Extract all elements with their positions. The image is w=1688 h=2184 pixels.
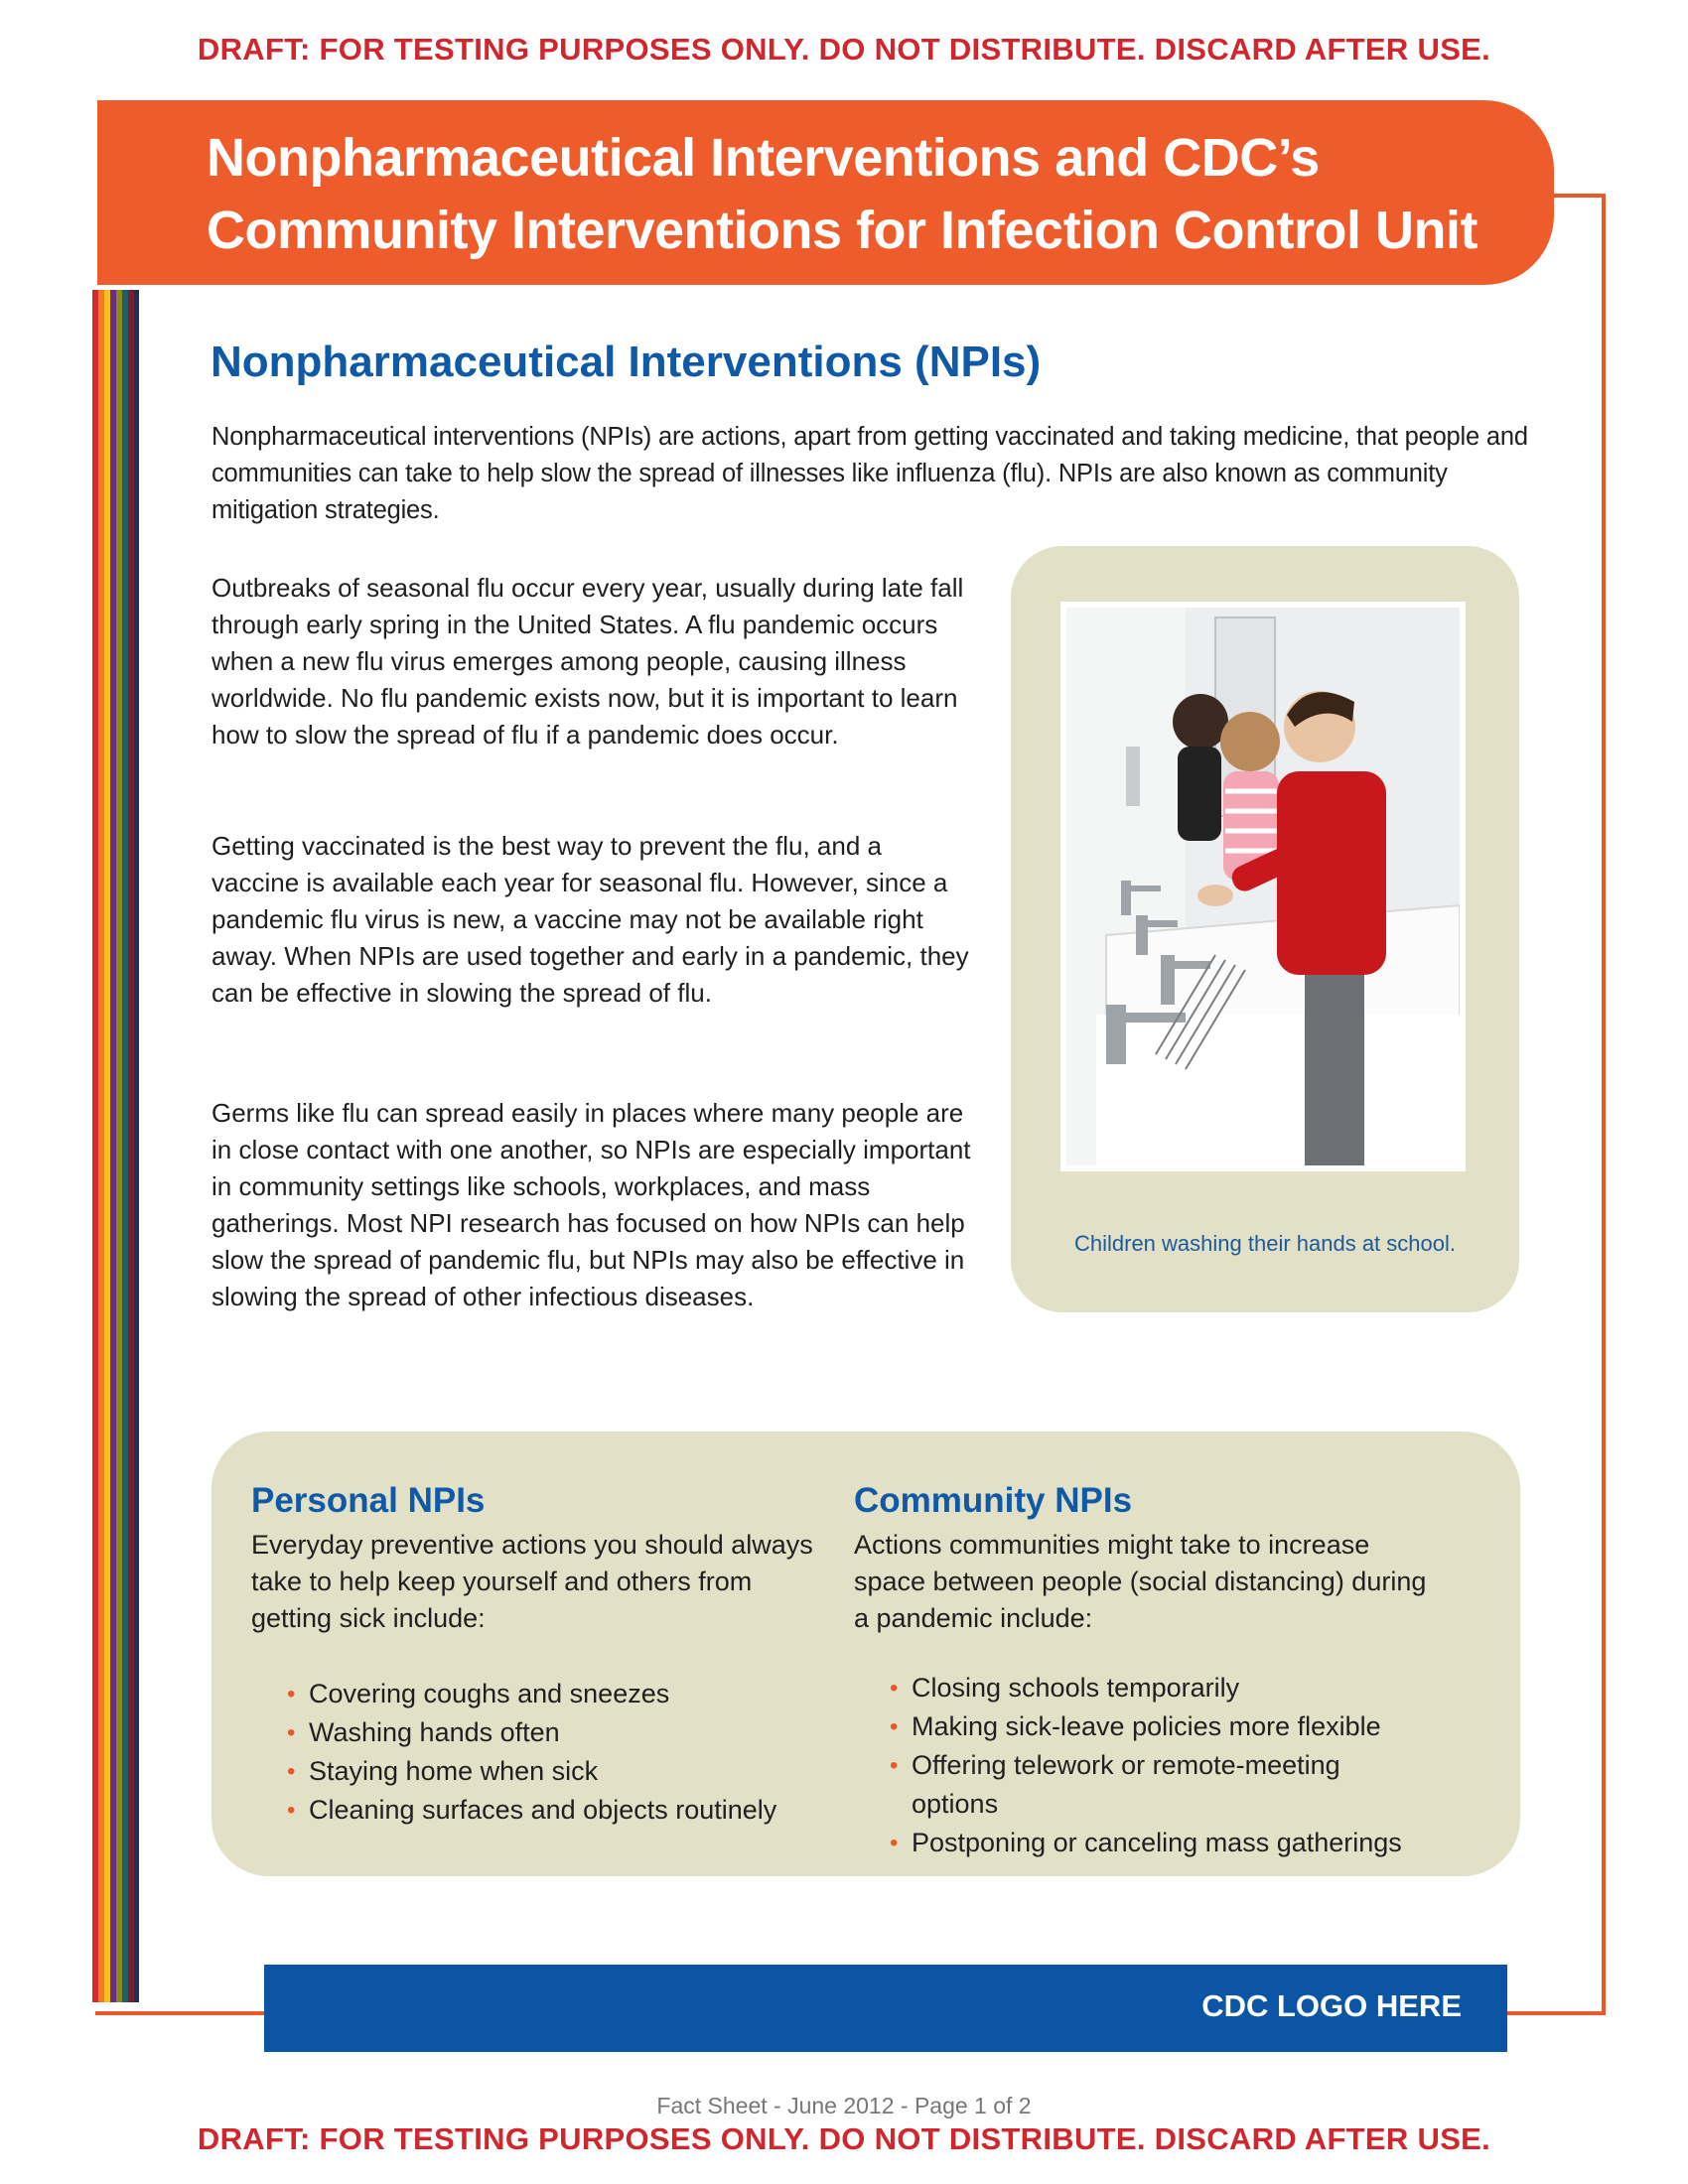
list-item [854, 1669, 1430, 1707]
list-item-text: Staying home when sick [309, 1756, 599, 1786]
section-title: Nonpharmaceutical Interventions (NPIs) [211, 338, 1042, 386]
document-title [207, 122, 1527, 267]
bullet-icon: • [890, 1830, 899, 1856]
paragraph-seasonal-flu: Outbreaks of seasonal flu occur every year, usually during late fall through early spring in the United States. A flu pandemic occurs when a new flu virus emerges among people, causing illness worldwide. No flu pandemic exists now, but it is important to learn how to slow the spread of flu if a pandemic does occur. [211, 573, 964, 750]
bullet-icon: • [287, 1719, 296, 1746]
paragraph-germs: Germs like flu can spread easily in places where many people are in close contact with one another, so NPIs are especially important in community settings like schools, workplaces, and mass gatherings. Most NPI research has focused on how NPIs can help slow the spread of pandemic flu, but NPIs may also be effective in slowing the spread of other infectious diseases. [211, 1098, 971, 1311]
list-item [251, 1752, 827, 1791]
title-banner [97, 100, 1554, 285]
draft-notice-bottom: DRAFT: FOR TESTING PURPOSES ONLY. DO NOT DISTRIBUTE. DISCARD AFTER USE. [197, 2121, 1491, 2156]
list-item [854, 1746, 1430, 1824]
stripe-navy [134, 290, 139, 2002]
list-item [854, 1707, 1430, 1746]
list-item-text: Closing schools temporarily [912, 1673, 1240, 1703]
list-item-text: Postponing or canceling mass gatherings [912, 1828, 1402, 1857]
children-handwashing-illustration [1066, 608, 1460, 1165]
bullet-icon: • [287, 1681, 296, 1707]
bullet-icon: • [890, 1752, 899, 1779]
photo-card [1011, 546, 1519, 1312]
list-item-text: Covering coughs and sneezes [309, 1679, 670, 1708]
personal-npis-heading: Personal NPIs [251, 1481, 486, 1520]
list-item-text: Washing hands often [309, 1717, 560, 1747]
bullet-icon: • [890, 1713, 899, 1740]
list-item [251, 1791, 827, 1830]
community-npis-column [854, 1481, 1430, 1862]
list-item-text: Making sick-leave policies more flexible [912, 1711, 1381, 1741]
title-line-2: Community Interventions for Infection Control Unit [207, 201, 1477, 260]
title-line-1: Nonpharmaceutical Interventions and CDC’s [207, 128, 1320, 188]
frame-bottom-left [95, 2011, 264, 2015]
logo-bar [264, 1965, 1507, 2052]
community-npis-description: Actions communities might take to increase space between people (social distancing) during a pandemic include: [854, 1530, 1427, 1633]
intro-paragraph: Nonpharmaceutical interventions (NPIs) are actions, apart from getting vaccinated and taking medicine, that people and communities can take to help slow the spread of illnesses like influenza (flu). NPIs are also known as community mitigation strategies. [211, 423, 1528, 524]
page-footer: Fact Sheet - June 2012 - Page 1 of 2 [656, 2093, 1032, 2118]
list-item-text: Offering telework or remote-meeting options [912, 1750, 1340, 1819]
bullet-icon: • [890, 1675, 899, 1702]
community-npis-heading: Community NPIs [854, 1481, 1133, 1520]
bullet-icon: • [287, 1797, 296, 1824]
frame-right-edge [1602, 194, 1606, 2015]
bullet-icon: • [287, 1758, 296, 1785]
list-item-text: Cleaning surfaces and objects routinely [309, 1795, 777, 1825]
community-npis-list [854, 1669, 1430, 1862]
photo-caption: Children washing their hands at school. [1073, 1231, 1456, 1256]
list-item [854, 1824, 1430, 1862]
draft-notice-top: DRAFT: FOR TESTING PURPOSES ONLY. DO NOT DISTRIBUTE. DISCARD AFTER USE. [197, 32, 1491, 67]
list-item [251, 1675, 827, 1713]
personal-npis-description: Everyday preventive actions you should always take to help keep yourself and others from getting sick include: [251, 1530, 813, 1633]
personal-npis-column [251, 1481, 827, 1830]
frame-right-top-tick [1554, 194, 1606, 198]
handwashing-photo [1060, 602, 1466, 1171]
npi-summary-box [211, 1432, 1520, 1876]
logo-placeholder: CDC LOGO HERE [1201, 1988, 1462, 2023]
decorative-color-stripes [92, 290, 148, 2002]
frame-bottom-right [1507, 2011, 1606, 2015]
list-item [251, 1713, 827, 1752]
personal-npis-list [251, 1675, 827, 1830]
paragraph-vaccination: Getting vaccinated is the best way to prevent the flu, and a vaccine is available each year for seasonal flu. However, since a pandemic flu virus is new, a vaccine may not be available right away. When NPIs are used together and early in a pandemic, they can be effective in slowing the spread of flu. [211, 831, 969, 1008]
